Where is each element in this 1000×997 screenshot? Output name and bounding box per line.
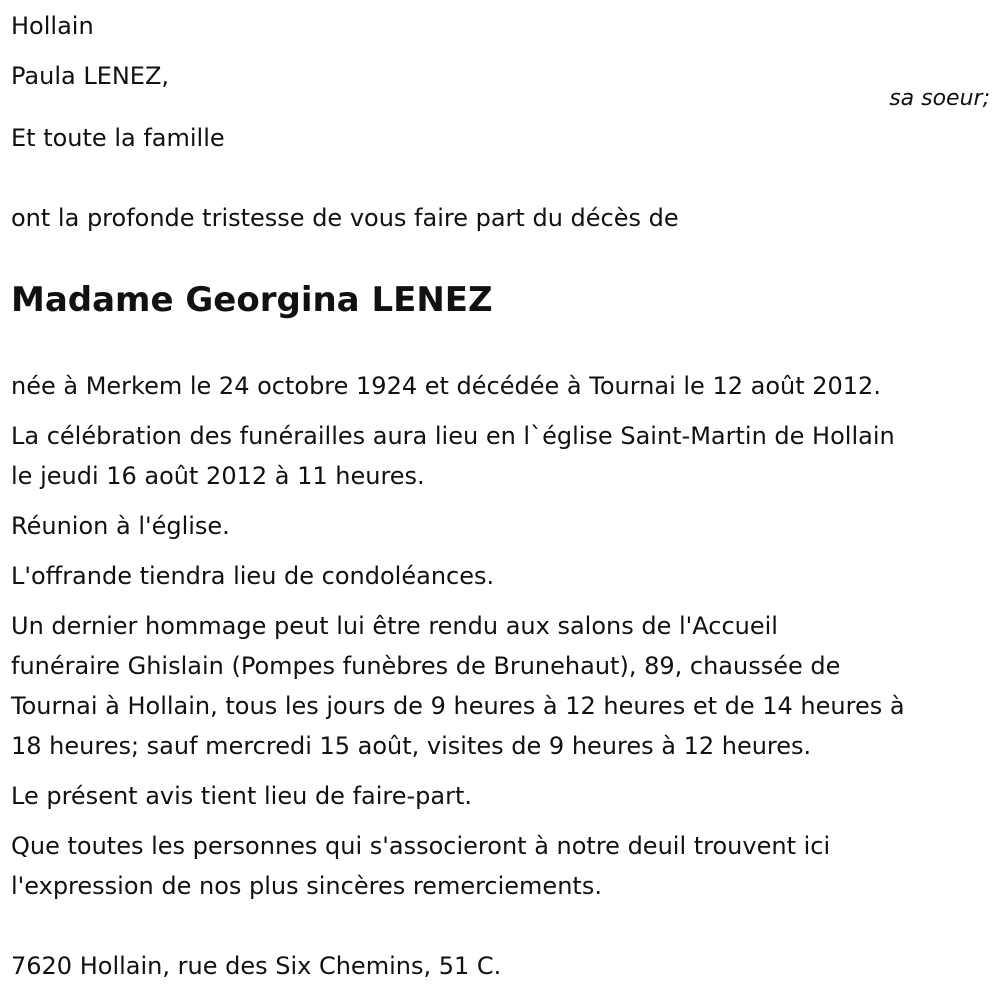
tribute-line: funéraire Ghislain (Pompes funèbres de Brunehaut), 89, chaussée de: [11, 652, 841, 680]
sister-relation: sa soeur;: [889, 86, 990, 111]
tribute-line: Un dernier hommage peut lui être rendu aux salons de l'Accueil: [11, 612, 778, 640]
deceased-name: Madame Georgina LENEZ: [11, 280, 493, 320]
sister-name: Paula LENEZ,: [11, 62, 170, 90]
funeral-line: La célébration des funérailles aura lieu en l`église Saint-Martin de Hollain: [11, 422, 895, 450]
thanks-line: l'expression de nos plus sincères remerciements.: [11, 872, 602, 900]
announcement-text: ont la profonde tristesse de vous faire part du décès de: [11, 204, 679, 232]
thanks-line: Que toutes les personnes qui s'associeront à notre deuil trouvent ici: [11, 832, 831, 860]
meeting-text: Réunion à l'église.: [11, 512, 230, 540]
funeral-line: le jeudi 16 août 2012 à 11 heures.: [11, 462, 425, 490]
family-line: Et toute la famille: [11, 124, 225, 152]
notice-text: Le présent avis tient lieu de faire-part.: [11, 782, 473, 810]
offering-text: L'offrande tiendra lieu de condoléances.: [11, 562, 495, 590]
tribute-line: 18 heures; sauf mercredi 15 août, visites de 9 heures à 12 heures.: [11, 732, 812, 760]
place-heading: Hollain: [11, 12, 94, 40]
address-text: 7620 Hollain, rue des Six Chemins, 51 C.: [11, 952, 502, 980]
birth-death-text: née à Merkem le 24 octobre 1924 et décédée à Tournai le 12 août 2012.: [11, 372, 881, 400]
tribute-line: Tournai à Hollain, tous les jours de 9 heures à 12 heures et de 14 heures à: [11, 692, 905, 720]
